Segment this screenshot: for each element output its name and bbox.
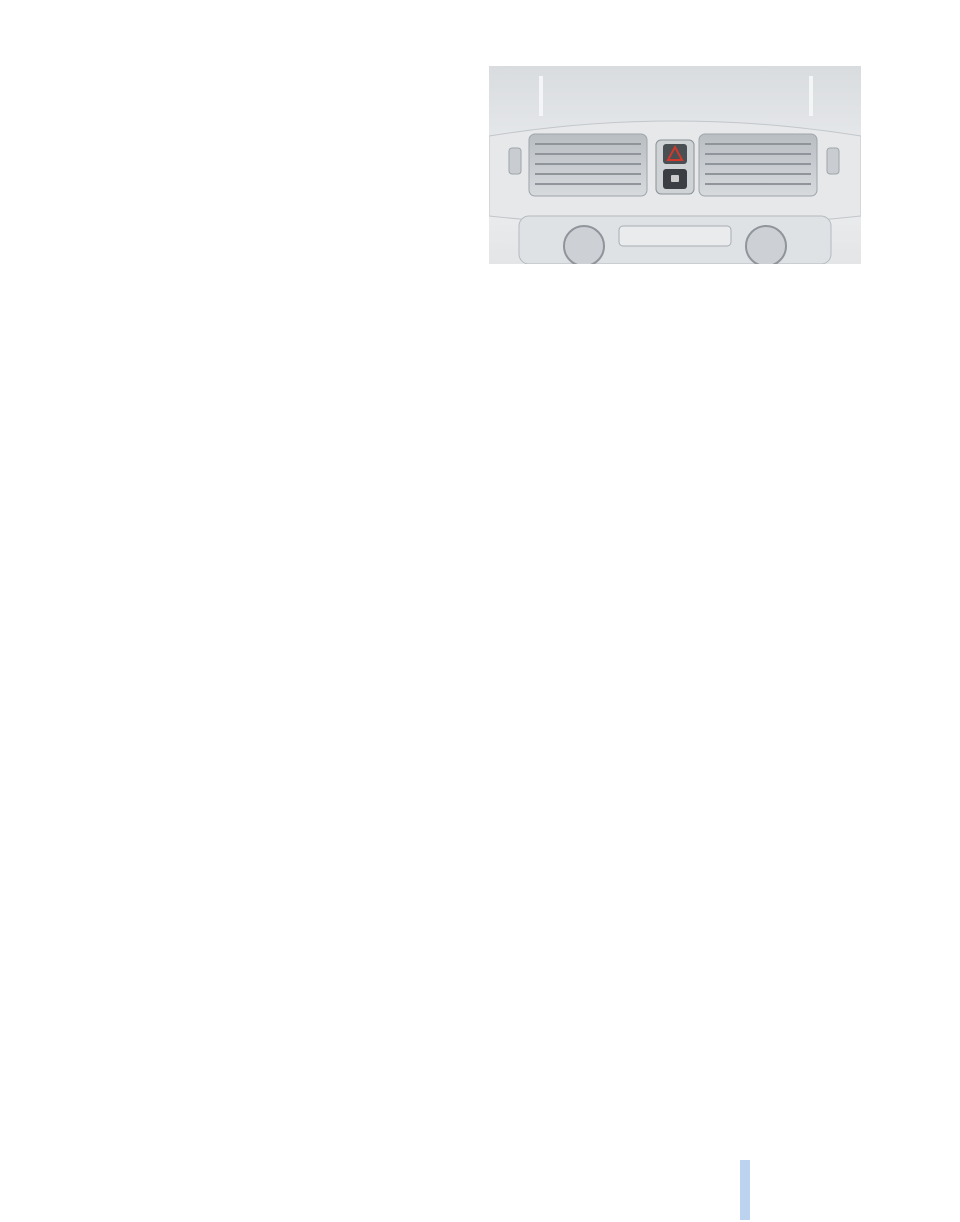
right-column: [489, 44, 863, 278]
dashboard-vents-image: [489, 66, 861, 264]
center-console-illustration: [489, 66, 861, 264]
chapter-sidebar: [900, 0, 960, 1222]
page-number-bar: [740, 1160, 750, 1220]
left-column: [88, 44, 464, 84]
